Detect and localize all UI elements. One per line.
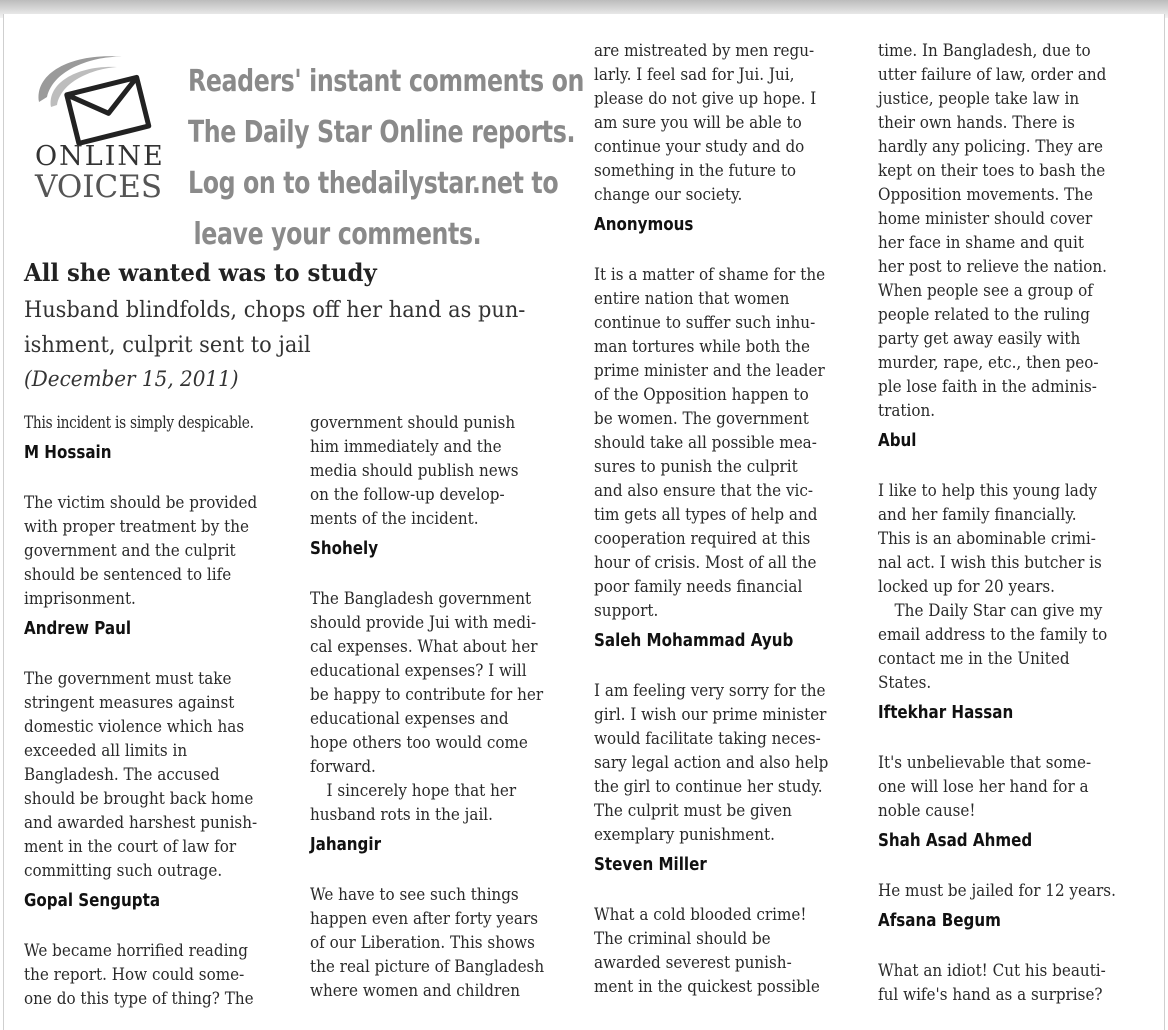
comment-line: When people see a group of bbox=[878, 281, 1093, 300]
comment-line: should be brought back home bbox=[24, 789, 254, 808]
comment-line: noble cause! bbox=[878, 801, 976, 820]
comment-line: The criminal should be bbox=[594, 929, 771, 948]
online-voices-logo bbox=[29, 47, 169, 207]
comment-line: domestic violence which has bbox=[24, 717, 245, 736]
comment-line: change our society. bbox=[594, 185, 743, 204]
comment-line: I like to help this young lady bbox=[878, 481, 1098, 500]
comment-line: sary legal action and also help bbox=[594, 753, 829, 772]
comment-line: Bangladesh. The accused bbox=[24, 765, 220, 784]
comment-line: utter failure of law, order and bbox=[878, 65, 1107, 84]
comment-line: nal act. I wish this butcher is bbox=[878, 553, 1102, 572]
comment-line: locked up for 20 years. bbox=[878, 577, 1056, 596]
comments-column-2 bbox=[310, 411, 582, 1003]
comment-line: with proper treatment by the bbox=[24, 517, 249, 536]
comment-line: their own hands. There is bbox=[878, 113, 1075, 132]
comment-line: It is a matter of shame for the bbox=[594, 265, 826, 284]
comment-line: of the Opposition happen to bbox=[594, 385, 809, 404]
comment-line: ment in the court of law for bbox=[24, 837, 237, 856]
comment-line: hope others too would come bbox=[310, 733, 528, 752]
comment-line: her post to relieve the nation. bbox=[878, 257, 1108, 276]
comment-line: entire nation that women bbox=[594, 289, 790, 308]
comment-line: kept on their toes to bash the bbox=[878, 161, 1106, 180]
comment-line: the real picture of Bangladesh bbox=[310, 957, 545, 976]
comment-author: Afsana Begum bbox=[878, 910, 1001, 931]
comment-line: time. In Bangladesh, due to bbox=[878, 41, 1091, 60]
comment-line: He must be jailed for 12 years. bbox=[878, 881, 1116, 900]
comment-line: tim gets all types of help and bbox=[594, 505, 818, 524]
comment-line: This is an abominable crimi- bbox=[878, 529, 1096, 548]
comment-line: forward. bbox=[310, 757, 376, 776]
comment-line: please do not give up hope. I bbox=[594, 89, 817, 108]
comment-line: and her family financially. bbox=[878, 505, 1077, 524]
comment-line: people related to the ruling bbox=[878, 305, 1090, 324]
promo-line: leave your comments. bbox=[193, 217, 482, 252]
newspaper-page bbox=[3, 14, 1165, 1030]
comment-line: happen even after forty years bbox=[310, 909, 539, 928]
comment-line: This incident is simply despicable. bbox=[24, 413, 254, 432]
comment-line: imprisonment. bbox=[24, 589, 136, 608]
comment-author: M Hossain bbox=[24, 442, 112, 463]
comment-line: should take all possible mea- bbox=[594, 433, 817, 452]
comments-column-3 bbox=[594, 39, 866, 999]
comment-line: should be sentenced to life bbox=[24, 565, 232, 584]
promo-text bbox=[188, 56, 584, 260]
comment-line: him immediately and the bbox=[310, 437, 502, 456]
comment-author: Saleh Mohammad Ayub bbox=[594, 630, 794, 651]
comment-author: Andrew Paul bbox=[24, 618, 132, 639]
comment-line: girl. I wish our prime minister bbox=[594, 705, 827, 724]
comment-line: ful wife's hand as a surprise? bbox=[878, 985, 1103, 1004]
comment-line: government and the culprit bbox=[24, 541, 236, 560]
comment-line: What an idiot! Cut his beauti- bbox=[878, 961, 1106, 980]
comment-author: Jahangir bbox=[310, 834, 382, 855]
comment-line: hour of crisis. Most of all the bbox=[594, 553, 817, 572]
comment-line: exemplary punishment. bbox=[594, 825, 775, 844]
comment-line: one will lose her hand for a bbox=[878, 777, 1089, 796]
comment-line: The culprit must be given bbox=[594, 801, 792, 820]
comment-line: ments of the incident. bbox=[310, 509, 479, 528]
comment-line: The government must take bbox=[24, 669, 232, 688]
comment-author: Shah Asad Ahmed bbox=[878, 830, 1033, 851]
comment-line: one do this type of thing? The bbox=[24, 989, 254, 1008]
comment-line: prime minister and the leader bbox=[594, 361, 825, 380]
comment-line: exceeded all limits in bbox=[24, 741, 188, 760]
comment-line: and also ensure that the vic- bbox=[594, 481, 814, 500]
comment-line: something in the future to bbox=[594, 161, 797, 180]
comment-line: ple lose faith in the adminis- bbox=[878, 377, 1097, 396]
comment-line: continue your study and do bbox=[594, 137, 805, 156]
logo-online-text: ONLINE bbox=[35, 141, 165, 172]
comment-line: I am feeling very sorry for the bbox=[594, 681, 826, 700]
comment-line: The Bangladesh government bbox=[310, 589, 532, 608]
comment-line: the girl to continue her study. bbox=[594, 777, 823, 796]
comment-line: of our Liberation. This shows bbox=[310, 933, 535, 952]
comment-line: murder, rape, etc., then peo- bbox=[878, 353, 1099, 372]
comment-line: I sincerely hope that her bbox=[326, 781, 517, 800]
comment-line: poor family needs financial bbox=[594, 577, 803, 596]
envelope-swoosh-icon bbox=[29, 47, 169, 147]
comment-line: sures to punish the culprit bbox=[594, 457, 798, 476]
comment-line: continue to suffer such inhu- bbox=[594, 313, 816, 332]
comment-line: where women and children bbox=[310, 981, 521, 1000]
comment-line: her face in shame and quit bbox=[878, 233, 1084, 252]
article-subhead bbox=[24, 293, 584, 363]
comment-author: Steven Miller bbox=[594, 854, 707, 875]
comment-line: cooperation required at this bbox=[594, 529, 811, 548]
comment-line: government should punish bbox=[310, 413, 516, 432]
comments-column-4 bbox=[878, 39, 1154, 1007]
comment-line: States. bbox=[878, 673, 932, 692]
comment-line: support. bbox=[594, 601, 659, 620]
comment-line: justice, people take law in bbox=[878, 89, 1080, 108]
comment-line: committing such outrage. bbox=[24, 861, 223, 880]
comment-author: Anonymous bbox=[594, 214, 694, 235]
comment-line: We became horrified reading bbox=[24, 941, 248, 960]
promo-line: Readers' instant comments on bbox=[188, 64, 584, 99]
comment-line: husband rots in the jail. bbox=[310, 805, 493, 824]
promo-line: Log on to thedailystar.net to bbox=[188, 166, 559, 201]
comment-line: educational expenses? I will bbox=[310, 661, 527, 680]
comment-line: The victim should be provided bbox=[24, 493, 258, 512]
comment-line: cal expenses. What about her bbox=[310, 637, 538, 656]
comment-line: man tortures while both the bbox=[594, 337, 810, 356]
comments-column-1 bbox=[24, 411, 296, 1011]
comment-line: It's unbelievable that some- bbox=[878, 753, 1092, 772]
subhead-line: Husband blindfolds, chops off her hand as pun- bbox=[24, 298, 526, 323]
comment-line: are mistreated by men regu- bbox=[594, 41, 815, 60]
comment-author: Shohely bbox=[310, 538, 379, 559]
comment-line: media should publish news bbox=[310, 461, 519, 480]
article-date: (December 15, 2011) bbox=[24, 367, 239, 391]
comment-line: contact me in the United bbox=[878, 649, 1070, 668]
subhead-line: ishment, culprit sent to jail bbox=[24, 333, 311, 358]
comment-line: party get away easily with bbox=[878, 329, 1081, 348]
comment-author: Iftekhar Hassan bbox=[878, 702, 1014, 723]
comment-line: am sure you will be able to bbox=[594, 113, 802, 132]
comment-line: hardly any policing. They are bbox=[878, 137, 1103, 156]
comment-line: educational expenses and bbox=[310, 709, 509, 728]
comment-line: should provide Jui with medi- bbox=[310, 613, 537, 632]
comment-line: ment in the quickest possible bbox=[594, 977, 820, 996]
comment-line: The Daily Star can give my bbox=[894, 601, 1103, 620]
comment-line: Opposition movements. The bbox=[878, 185, 1094, 204]
comment-line: and awarded harshest punish- bbox=[24, 813, 258, 832]
comment-author: Gopal Sengupta bbox=[24, 890, 161, 911]
comment-line: the report. How could some- bbox=[24, 965, 245, 984]
comment-line: larly. I feel sad for Jui. Jui, bbox=[594, 65, 795, 84]
comment-line: We have to see such things bbox=[310, 885, 519, 904]
logo-voices-text: VOICES bbox=[35, 169, 163, 205]
comment-line: stringent measures against bbox=[24, 693, 235, 712]
comment-line: home minister should cover bbox=[878, 209, 1093, 228]
comment-line: be happy to contribute for her bbox=[310, 685, 544, 704]
comment-author: Abul bbox=[878, 430, 917, 451]
article-headline: All she wanted was to study bbox=[24, 258, 377, 287]
comment-line: tration. bbox=[878, 401, 936, 420]
comment-line: What a cold blooded crime! bbox=[594, 905, 807, 924]
comment-line: be women. The government bbox=[594, 409, 809, 428]
comment-line: awarded severest punish- bbox=[594, 953, 792, 972]
comment-line: on the follow-up develop- bbox=[310, 485, 505, 504]
comment-line: email address to the family to bbox=[878, 625, 1108, 644]
promo-line: The Daily Star Online reports. bbox=[188, 115, 576, 150]
comment-line: would facilitate taking neces- bbox=[594, 729, 821, 748]
